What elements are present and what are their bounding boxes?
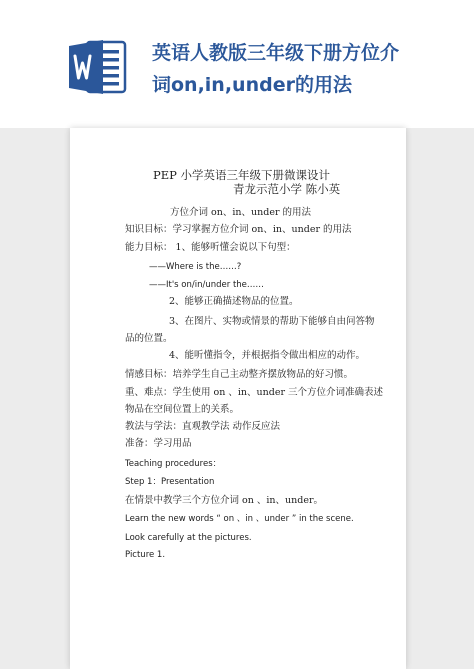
document-line: Picture 1. [125, 550, 166, 560]
document-line: 教法与学法：直观教学法 动作反应法 [125, 421, 281, 432]
document-line: Learn the new words “ on 、in 、under ” in the scene. [125, 514, 354, 524]
document-line: Look carefully at the pictures. [125, 533, 252, 543]
document-line: 重、难点：学生使用 on 、in、under 三个方位介词准确表述 [125, 387, 384, 398]
document-page [70, 128, 406, 669]
document-line: 在情景中教学三个方位介词 on 、in、under。 [125, 495, 324, 506]
document-line: 品的位置。 [125, 333, 173, 344]
document-line: 方位介词 on、in、under 的用法 [170, 207, 312, 218]
page-header [0, 0, 474, 128]
document-line: Teaching procedures： [125, 459, 222, 469]
document-line: 物品在空间位置上的关系。 [125, 404, 240, 415]
document-line: 青龙示范小学 陈小英 [233, 182, 341, 196]
document-line: 3、在图片、实物或情景的帮助下能够自由问答物 [169, 316, 375, 327]
document-line: PEP 小学英语三年级下册微课设计 [153, 168, 331, 182]
document-line: ——Where is the……? [149, 262, 242, 272]
document-line: 2、能够正确描述物品的位置。 [169, 296, 299, 307]
document-line: 4、能听懂指令，并根据指令做出相应的动作。 [169, 350, 366, 361]
document-line: 知识目标：学习掌握方位介词 on、in、under 的用法 [125, 224, 352, 235]
document-line: 情感目标：培养学生自己主动整齐摆放物品的好习惯。 [125, 369, 354, 380]
document-line: 能力目标： 1、能够听懂会说以下句型： [125, 242, 296, 253]
word-icon [67, 36, 129, 98]
document-line: Step 1：Presentation [125, 477, 215, 487]
page-title-line-1: 英语人教版三年级下册方位介 [152, 42, 400, 64]
document-line: 准备：学习用品 [125, 438, 192, 449]
document-line: ——It's on/in/under the…… [149, 280, 264, 290]
page-title-line-2: 词on,in,under的用法 [152, 74, 352, 96]
